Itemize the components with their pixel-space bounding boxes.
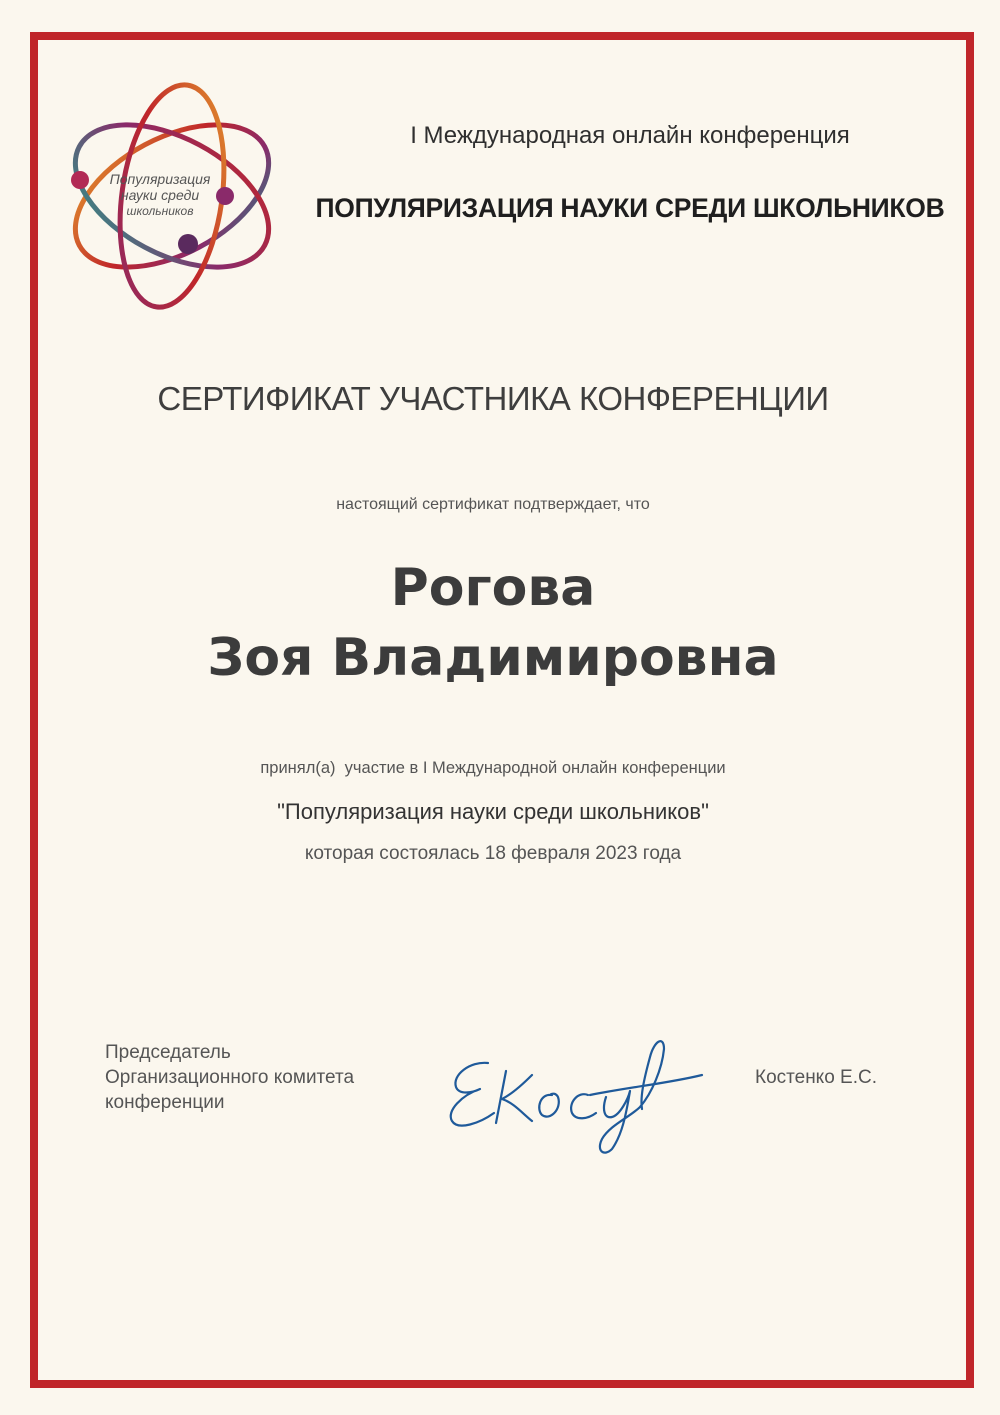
logo-text-line3: школьников — [126, 204, 194, 218]
electron-left — [71, 171, 89, 189]
conference-name: "Популяризация науки среди школьников" — [277, 799, 709, 824]
chair-line-1: Председатель — [105, 1042, 231, 1063]
participation-text: принял(а) участие в I Международной онлайн конференции — [260, 759, 726, 777]
signer-name: Костенко Е.С. — [755, 1067, 878, 1088]
confirm-text: настоящий сертификат подтверждает, что — [336, 496, 650, 513]
conference-date-text: которая состоялась 18 февраля 2023 года — [304, 843, 682, 864]
participant-given-names: Зоя Владимировна — [207, 628, 779, 688]
chair-title — [105, 1040, 354, 1115]
handwritten-signature — [440, 1025, 710, 1160]
chair-line-3: конференции — [105, 1092, 225, 1113]
electron-right — [216, 187, 234, 205]
logo-text-line1: Популяризация — [109, 171, 211, 187]
conference-title: ПОПУЛЯРИЗАЦИЯ НАУКИ СРЕДИ ШКОЛЬНИКОВ — [315, 193, 945, 223]
conference-subtitle: I Международная онлайн конференция — [410, 122, 850, 149]
participant-surname: Рогова — [390, 558, 596, 618]
electron-bottom — [178, 234, 198, 254]
logo-text-line2: науки среди — [120, 187, 200, 203]
conference-logo — [60, 72, 285, 317]
chair-line-2: Организационного комитета — [105, 1067, 355, 1088]
certificate-title: СЕРТИФИКАТ УЧАСТНИКА КОНФЕРЕНЦИИ — [157, 380, 829, 417]
